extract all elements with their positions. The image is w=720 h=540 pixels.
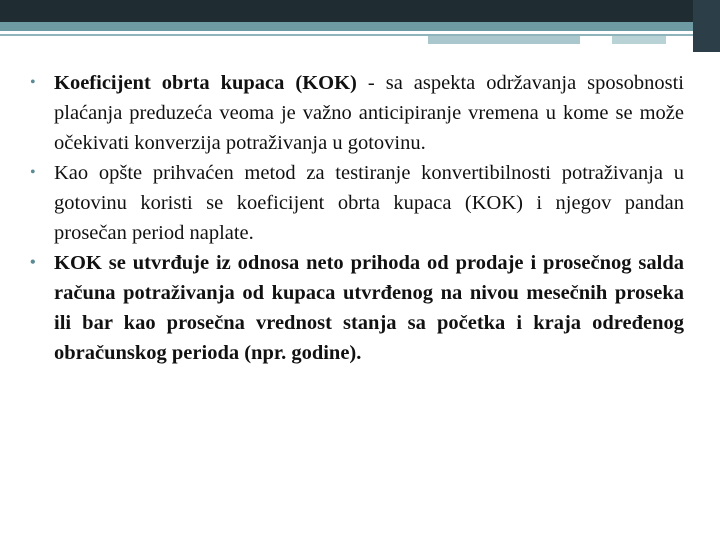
bullet-icon: •	[30, 74, 36, 91]
bullet-2-text: Kao opšte prihvaćen metod za testiranje konvertibilnosti potraživanja u gotovinu koristi se koeficijent obrta kupaca (KOK) i njegov pandan prosečan period naplate.	[54, 162, 684, 244]
slide-content	[30, 68, 684, 368]
header-accent-bar-small	[612, 36, 666, 44]
header-thin-stripe	[0, 34, 693, 36]
bullet-1-lead: Koeficijent obrta kupaca (KOK)	[54, 72, 357, 94]
bullet-item-1	[30, 68, 684, 158]
header-dark-bar	[0, 0, 693, 22]
bullet-3-text: KOK se utvrđuje iz odnosa neto prihoda od prodaje i prosečnog salda računa potraživanja od kupaca utvrđenog na nivou mesečnih proseka ili bar kao prosečna vrednost stanja sa početka i kraja određenog obračunskog perioda (npr. godine).	[54, 252, 684, 364]
bullet-1-rest: - sa aspekta održavanja sposobnosti plaćanja preduzeća veoma je važno anticipiranje vremena u kome se može očekivati konverzija potraživanja u gotovinu.	[54, 72, 684, 154]
header-teal-stripe	[0, 22, 693, 31]
bullet-item-2	[30, 158, 684, 248]
bullet-icon: •	[30, 254, 36, 271]
header-accent-bar	[428, 36, 580, 44]
header-corner-block	[693, 0, 720, 52]
bullet-icon: •	[30, 164, 36, 181]
bullet-item-3	[30, 248, 684, 368]
